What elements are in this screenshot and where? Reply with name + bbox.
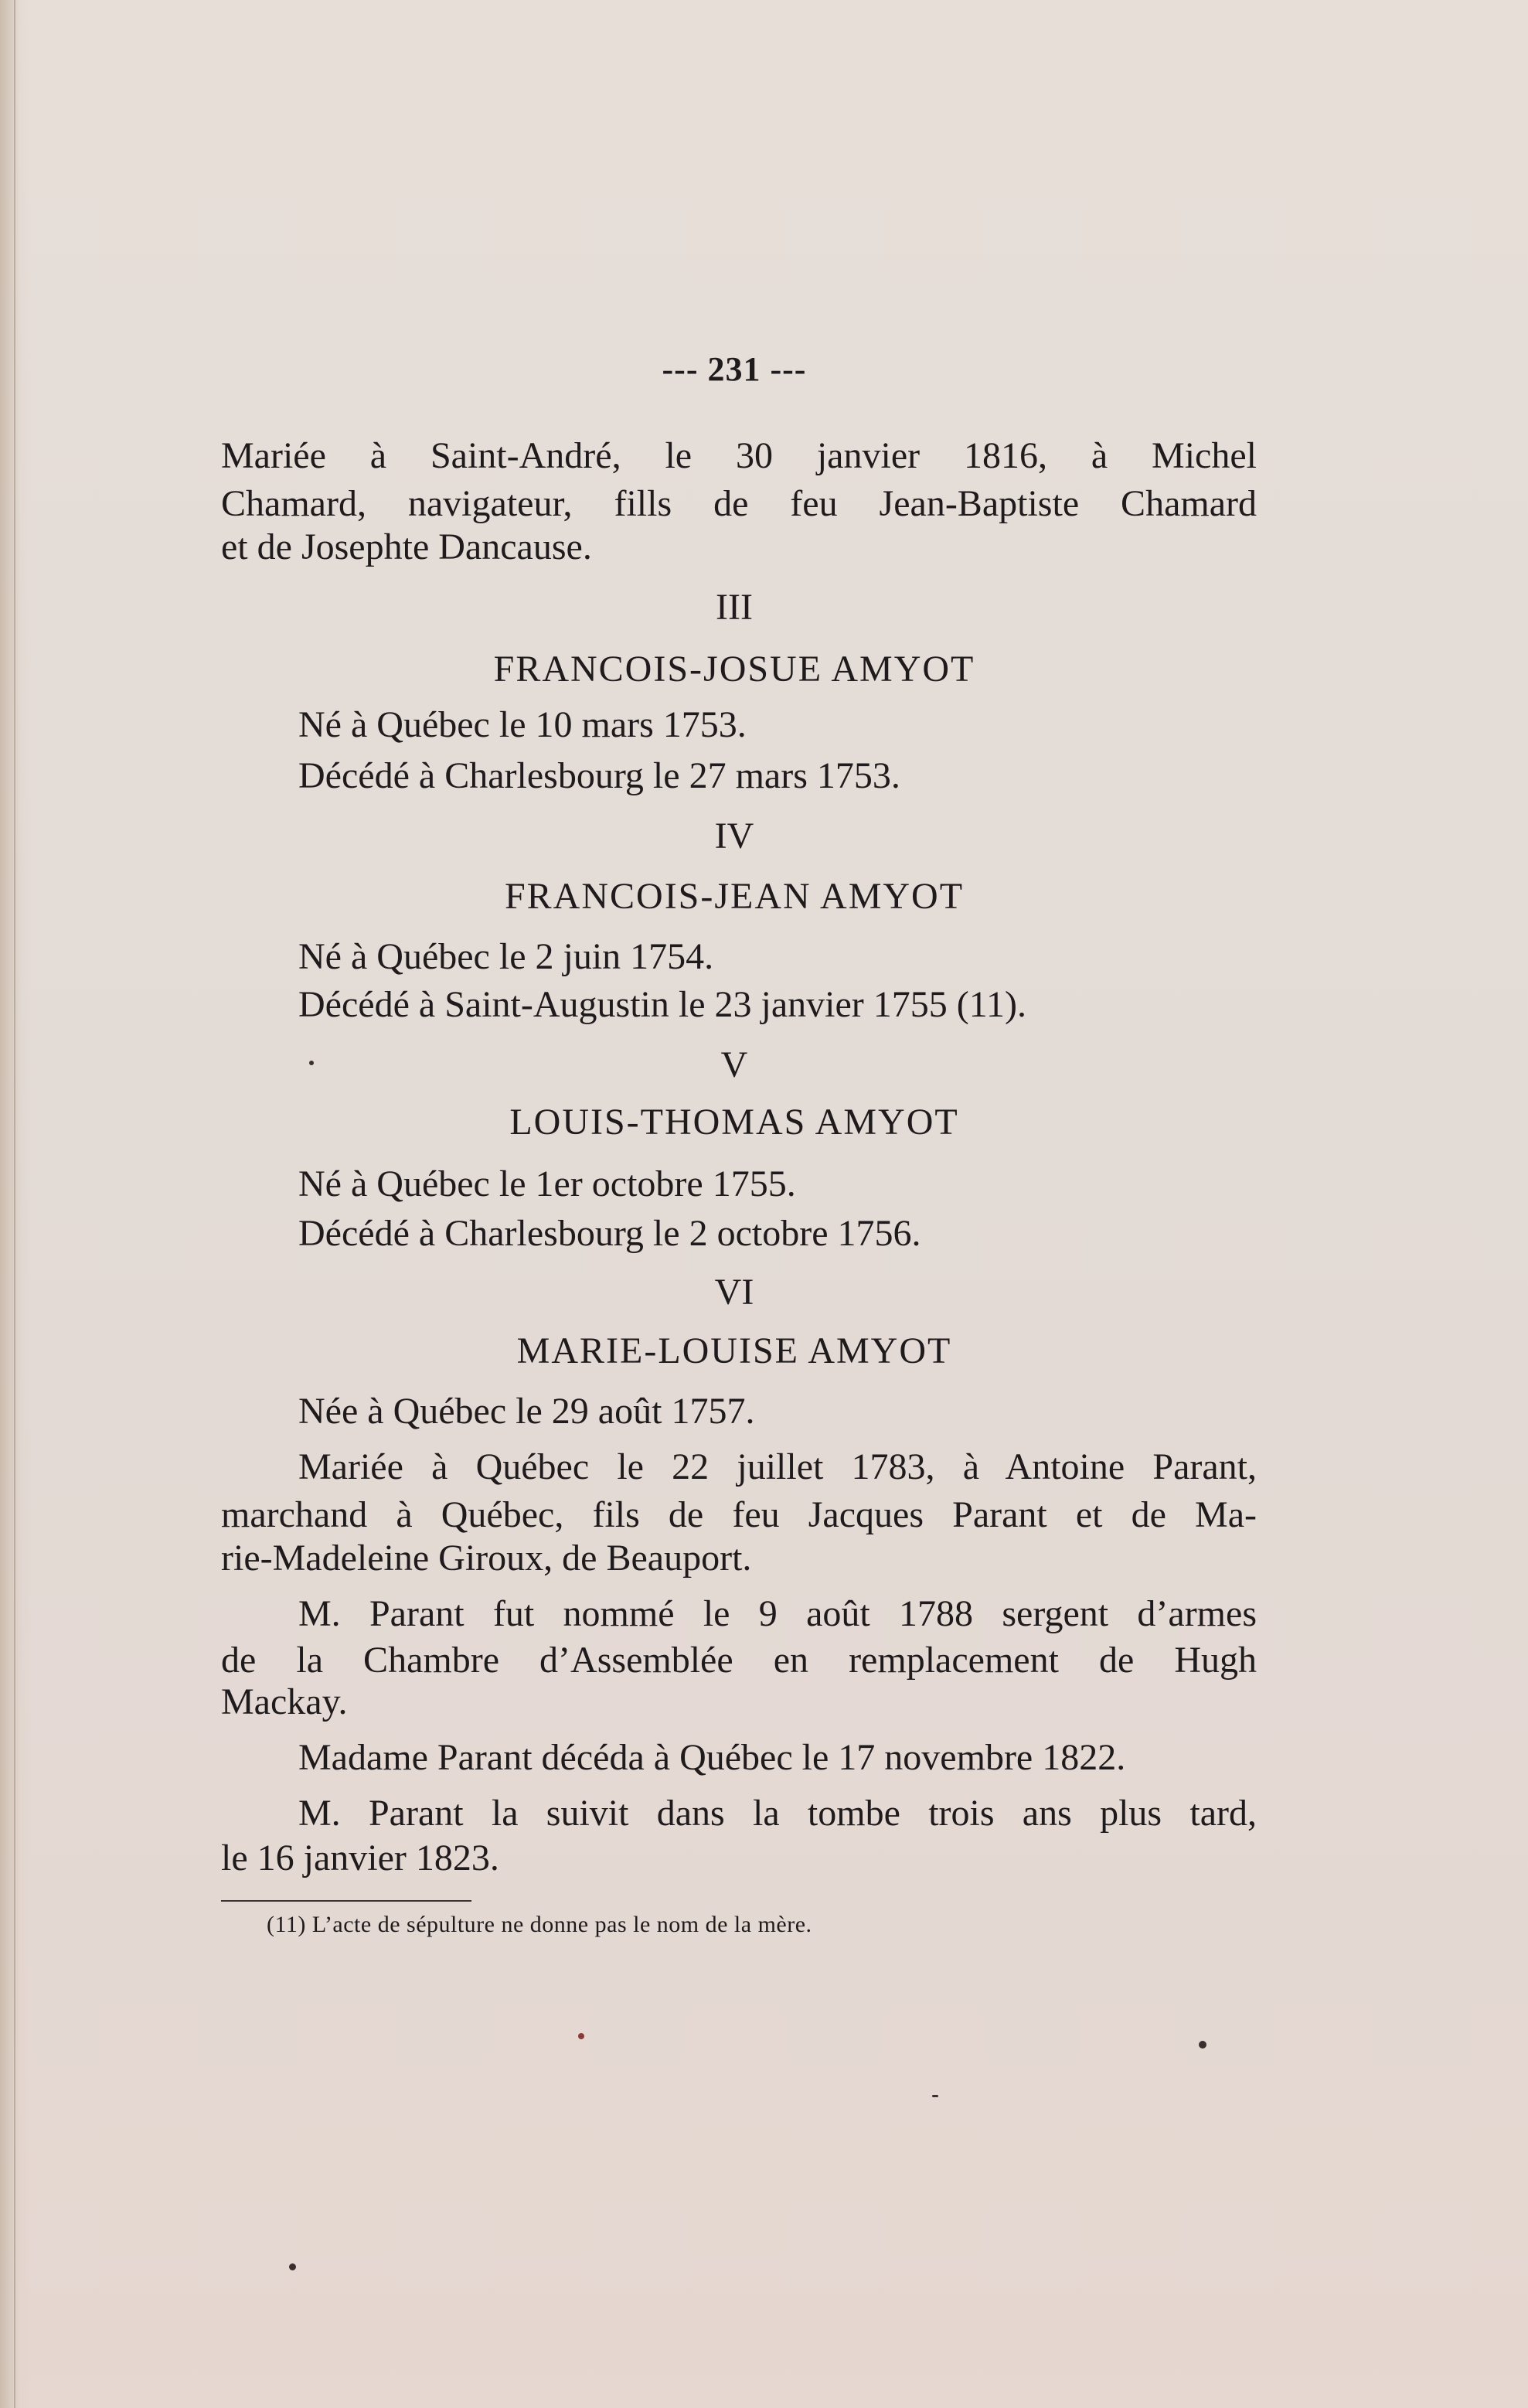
page-number: --- 231 --- xyxy=(662,350,807,388)
paper-speck xyxy=(932,2095,938,2097)
section-6-born: Née à Québec le 29 août 1757. xyxy=(298,1391,755,1432)
section-name-4: FRANCOIS-JEAN AMYOT xyxy=(504,876,965,917)
section-5-died: Décédé à Charlesbourg le 2 octobre 1756. xyxy=(298,1213,921,1254)
section-3-born: Né à Québec le 10 mars 1753. xyxy=(298,704,747,745)
paragraph-1-line-3: et de Josephte Dancause. xyxy=(221,526,592,567)
section-name-3: FRANCOIS-JOSUE AMYOT xyxy=(493,649,975,690)
section-5-born: Né à Québec le 1er octobre 1755. xyxy=(298,1163,796,1204)
section-4-died: Décédé à Saint-Augustin le 23 janvier 1755 (11). xyxy=(298,984,1026,1025)
section-6-office-line-1: M. Parant fut nommé le 9 août 1788 sergent d’armes xyxy=(298,1593,1257,1634)
section-6-death-husband-line-1: M. Parant la suivit dans la tombe trois ans plus tard, xyxy=(298,1793,1257,1834)
paragraph-1-line-1: Mariée à Saint-André, le 30 janvier 1816, à Michel xyxy=(221,435,1257,476)
paragraph-1-line-2: Chamard, navigateur, fills de feu Jean-Baptiste Chamard xyxy=(221,483,1257,524)
section-6-marriage-line-1: Mariée à Québec le 22 juillet 1783, à Antoine Parant, xyxy=(298,1446,1257,1487)
paper-speck xyxy=(309,1061,314,1065)
section-numeral-5: V xyxy=(720,1044,748,1085)
paper-speck xyxy=(1199,2041,1206,2049)
section-6-office-line-2: de la Chambre d’Assemblée en remplacement de Hugh xyxy=(221,1640,1257,1681)
paper-speck xyxy=(289,2263,296,2270)
section-3-died: Décédé à Charlesbourg le 27 mars 1753. xyxy=(298,755,900,796)
section-numeral-6: VI xyxy=(714,1272,754,1313)
footnote-rule xyxy=(221,1900,471,1902)
section-6-marriage-line-3: rie-Madeleine Giroux, de Beauport. xyxy=(221,1538,752,1579)
section-6-marriage-line-2: marchand à Québec, fils de feu Jacques Parant et de Ma- xyxy=(221,1494,1257,1535)
section-name-6: MARIE-LOUISE AMYOT xyxy=(516,1330,952,1371)
section-6-office-line-3: Mackay. xyxy=(221,1681,348,1722)
section-name-5: LOUIS-THOMAS AMYOT xyxy=(509,1102,959,1143)
section-numeral-4: IV xyxy=(714,816,754,857)
section-numeral-3: III xyxy=(716,587,753,628)
paper-speck xyxy=(578,2033,584,2039)
section-4-born: Né à Québec le 2 juin 1754. xyxy=(298,936,714,977)
section-6-death-wife: Madame Parant décéda à Québec le 17 novembre 1822. xyxy=(298,1737,1126,1778)
section-6-death-husband-line-2: le 16 janvier 1823. xyxy=(221,1838,499,1878)
footnote: (11) L’acte de sépulture ne donne pas le nom de la mère. xyxy=(267,1912,812,1937)
